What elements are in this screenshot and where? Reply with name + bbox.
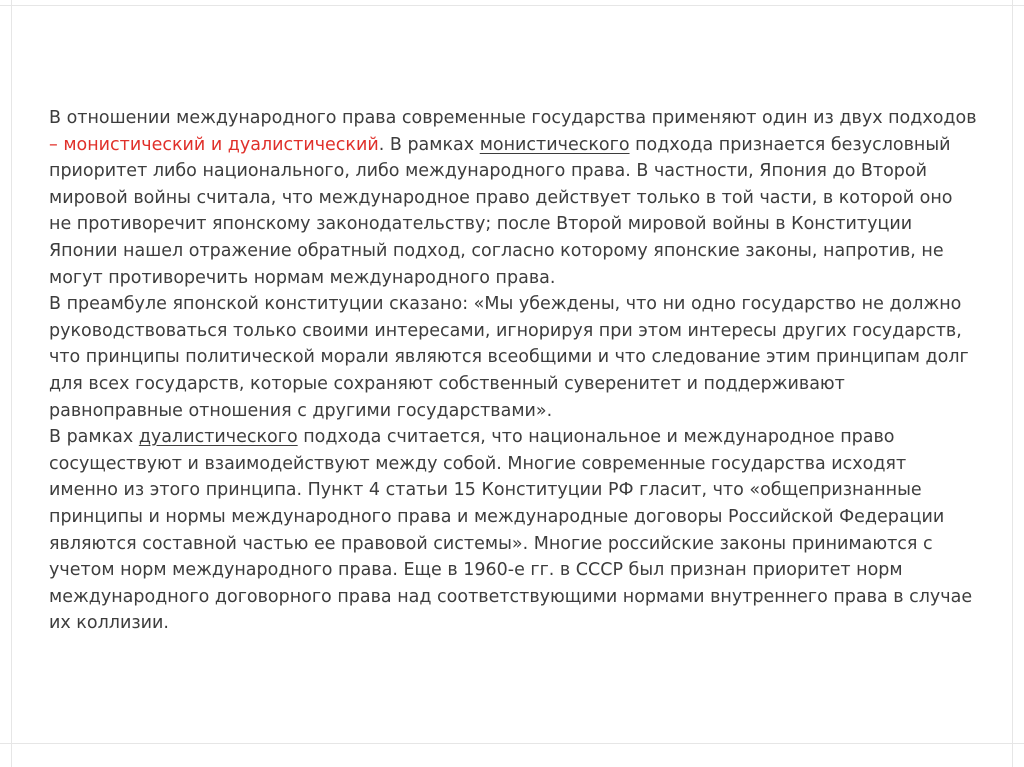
text-segment: . В рамках (378, 134, 480, 155)
frame-bottom-line (0, 743, 1024, 744)
text-segment: В рамках (49, 427, 139, 448)
slide-body-text (49, 105, 979, 637)
frame-right-line (1012, 0, 1013, 767)
highlighted-approaches: – монистический и дуалистический (49, 134, 379, 155)
frame-top-line (0, 5, 1024, 6)
text-segment: В преамбуле японской конституции сказано: «Мы убеждены, что ни одно государство не должно руководствоваться только своими интересами, игнорируя при этом интересы других государств, что принципы политической морали являются всеобщими и что следование этим принципам долг для всех государств, которые сохраняют собственный суверенитет и поддерживают равноправные отношения с другими государствами». (49, 294, 969, 421)
underlined-term-dualistic: дуалистического (138, 427, 298, 448)
paragraph-monistic (49, 105, 979, 291)
frame-left-line (11, 0, 12, 767)
paragraph-dualistic (49, 424, 979, 637)
text-segment: подхода признается безусловный приоритет либо национального, либо международного права. В частности, Япония до Второй мировой войны считала, что международное право действует только в той части, в которой оно не противоречит японскому законодательству; после Второй мировой войны в Конституции Японии нашел отражение обратный подход, согласно которому японские законы, напротив, не могут противоречить нормам международного права. (49, 134, 953, 288)
text-segment: В отношении международного права современные государства применяют один из двух подходов (49, 108, 977, 128)
underlined-term-monistic: монистического (479, 134, 630, 155)
paragraph-preamble (49, 291, 979, 424)
text-segment: подхода считается, что национальное и международное право сосуществуют и взаимодействуют между собой. Многие современные государства исходят именно из этого принципа. Пункт 4 статьи 15 Конституции РФ гласит, что «общепризнанные принципы и нормы международного права и международные договоры Российской Федерации являются составной частью ее правовой системы». Многие российские законы принимаются с учетом норм международного права. Еще в 1960-е гг. в СССР был признан приоритет норм международного договорного права над соответствующими нормами внутреннего права в случае их коллизии. (49, 427, 973, 634)
